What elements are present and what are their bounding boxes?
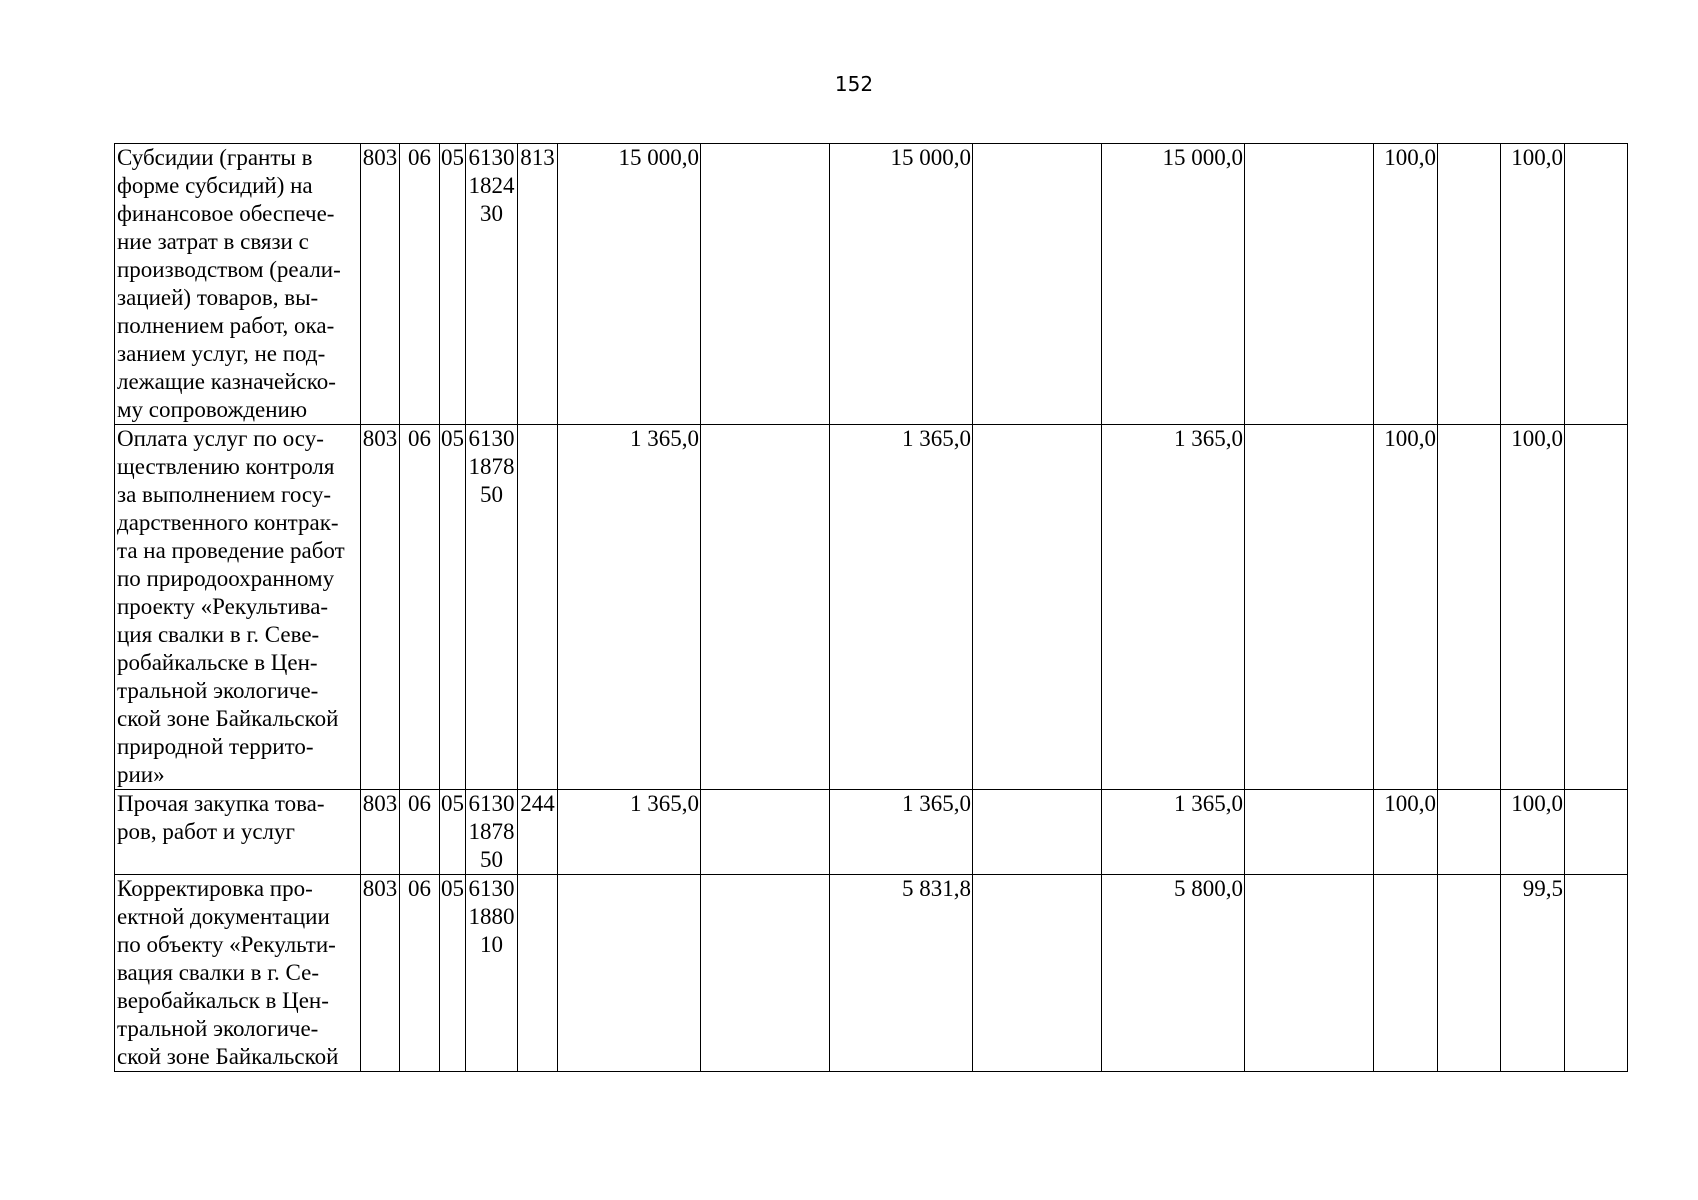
percent-cell-1 bbox=[1374, 875, 1438, 1072]
csr-code-line: 6130 bbox=[468, 145, 515, 170]
vr-code-cell: 813 bbox=[518, 144, 558, 425]
row-name-line: му сопровождению bbox=[117, 397, 308, 422]
empty-cell bbox=[1438, 425, 1501, 790]
row-name-line: за выполнением госу- bbox=[117, 482, 331, 507]
rz-code-cell: 06 bbox=[400, 790, 440, 875]
empty-cell bbox=[973, 144, 1102, 425]
csr-code-line: 1880 bbox=[468, 904, 515, 929]
row-name-line: ектной документации bbox=[117, 904, 330, 929]
csr-code-line: 50 bbox=[480, 847, 503, 872]
row-name-line: лежащие казначейско- bbox=[117, 369, 336, 394]
percent-cell-2: 100,0 bbox=[1501, 790, 1565, 875]
empty-cell bbox=[701, 875, 830, 1072]
empty-cell bbox=[1565, 144, 1628, 425]
percent-cell-1: 100,0 bbox=[1374, 790, 1438, 875]
row-name-line: та на проведение работ bbox=[117, 538, 345, 563]
row-name-line: робайкальске в Цен- bbox=[117, 650, 318, 675]
table-row bbox=[115, 875, 1628, 1072]
csr-code-cell bbox=[466, 144, 518, 425]
empty-cell bbox=[1438, 875, 1501, 1072]
empty-cell bbox=[973, 875, 1102, 1072]
empty-cell bbox=[1245, 144, 1374, 425]
ved-code-cell: 803 bbox=[361, 790, 400, 875]
empty-cell bbox=[1565, 875, 1628, 1072]
ved-code-cell: 803 bbox=[361, 144, 400, 425]
empty-cell bbox=[701, 425, 830, 790]
empty-cell bbox=[1438, 144, 1501, 425]
sum-cell-3: 1 365,0 bbox=[1102, 790, 1245, 875]
row-name-cell bbox=[115, 425, 361, 790]
row-name-line: Оплата услуг по осу- bbox=[117, 426, 324, 451]
row-name-line: полнением работ, ока- bbox=[117, 313, 335, 338]
row-name-line: дарственного контрак- bbox=[117, 510, 339, 535]
table-row bbox=[115, 425, 1628, 790]
empty-cell bbox=[973, 790, 1102, 875]
row-name-line: Корректировка про- bbox=[117, 876, 313, 901]
empty-cell bbox=[1565, 425, 1628, 790]
csr-code-line: 1824 bbox=[468, 173, 515, 198]
row-name-line: тральной экологиче- bbox=[117, 1016, 319, 1041]
pr-code-cell: 05 bbox=[440, 144, 466, 425]
row-name-line: ров, работ и услуг bbox=[117, 819, 295, 844]
empty-cell bbox=[701, 790, 830, 875]
ved-code-cell: 803 bbox=[361, 875, 400, 1072]
sum-cell-3: 15 000,0 bbox=[1102, 144, 1245, 425]
empty-cell bbox=[1565, 790, 1628, 875]
vr-code-cell bbox=[518, 425, 558, 790]
csr-code-cell bbox=[466, 425, 518, 790]
percent-cell-2: 100,0 bbox=[1501, 425, 1565, 790]
sum-cell-1: 1 365,0 bbox=[558, 790, 701, 875]
row-name-line: финансовое обеспече- bbox=[117, 201, 335, 226]
empty-cell bbox=[973, 425, 1102, 790]
empty-cell bbox=[1438, 790, 1501, 875]
sum-cell-1: 1 365,0 bbox=[558, 425, 701, 790]
row-name-line: рии» bbox=[117, 762, 165, 787]
row-name-line: ция свалки в г. Севе- bbox=[117, 622, 320, 647]
row-name-line: природной террито- bbox=[117, 734, 314, 759]
csr-code-cell bbox=[466, 790, 518, 875]
empty-cell bbox=[701, 144, 830, 425]
csr-code-line: 30 bbox=[480, 201, 503, 226]
csr-code-cell bbox=[466, 875, 518, 1072]
rz-code-cell: 06 bbox=[400, 875, 440, 1072]
row-name-line: производством (реали- bbox=[117, 257, 341, 282]
sum-cell-2: 1 365,0 bbox=[830, 425, 973, 790]
row-name-line: форме субсидий) на bbox=[117, 173, 313, 198]
row-name-line: занием услуг, не под- bbox=[117, 341, 326, 366]
row-name-line: ской зоне Байкальской bbox=[117, 1044, 339, 1069]
sum-cell-1 bbox=[558, 875, 701, 1072]
row-name-line: ществлению контроля bbox=[117, 454, 335, 479]
sum-cell-3: 1 365,0 bbox=[1102, 425, 1245, 790]
row-name-line: по объекту «Рекульти- bbox=[117, 932, 336, 957]
page-number: 152 bbox=[834, 72, 874, 96]
row-name-cell bbox=[115, 875, 361, 1072]
table-row bbox=[115, 144, 1628, 425]
csr-code-line: 6130 bbox=[468, 791, 515, 816]
empty-cell bbox=[1245, 790, 1374, 875]
row-name-cell bbox=[115, 790, 361, 875]
pr-code-cell: 05 bbox=[440, 875, 466, 1072]
csr-code-line: 1878 bbox=[468, 454, 515, 479]
csr-code-line: 10 bbox=[480, 932, 503, 957]
csr-code-line: 50 bbox=[480, 482, 503, 507]
vr-code-cell bbox=[518, 875, 558, 1072]
row-name-line: тральной экологиче- bbox=[117, 678, 319, 703]
csr-code-line: 1878 bbox=[468, 819, 515, 844]
row-name-line: Прочая закупка това- bbox=[117, 791, 325, 816]
row-name-line: вация свалки в г. Се- bbox=[117, 960, 320, 985]
empty-cell bbox=[1245, 425, 1374, 790]
sum-cell-2: 1 365,0 bbox=[830, 790, 973, 875]
pr-code-cell: 05 bbox=[440, 425, 466, 790]
row-name-line: веробайкальск в Цен- bbox=[117, 988, 329, 1013]
pr-code-cell: 05 bbox=[440, 790, 466, 875]
ved-code-cell: 803 bbox=[361, 425, 400, 790]
sum-cell-2: 5 831,8 bbox=[830, 875, 973, 1072]
csr-code-line: 6130 bbox=[468, 876, 515, 901]
percent-cell-2: 100,0 bbox=[1501, 144, 1565, 425]
row-name-line: по природоохранному bbox=[117, 566, 335, 591]
sum-cell-1: 15 000,0 bbox=[558, 144, 701, 425]
table-row bbox=[115, 790, 1628, 875]
budget-table bbox=[114, 143, 1628, 1072]
row-name-cell bbox=[115, 144, 361, 425]
sum-cell-3: 5 800,0 bbox=[1102, 875, 1245, 1072]
sum-cell-2: 15 000,0 bbox=[830, 144, 973, 425]
percent-cell-2: 99,5 bbox=[1501, 875, 1565, 1072]
percent-cell-1: 100,0 bbox=[1374, 425, 1438, 790]
row-name-line: ние затрат в связи с bbox=[117, 229, 309, 254]
vr-code-cell: 244 bbox=[518, 790, 558, 875]
row-name-line: Субсидии (гранты в bbox=[117, 145, 313, 170]
row-name-line: ской зоне Байкальской bbox=[117, 706, 339, 731]
empty-cell bbox=[1245, 875, 1374, 1072]
rz-code-cell: 06 bbox=[400, 425, 440, 790]
rz-code-cell: 06 bbox=[400, 144, 440, 425]
percent-cell-1: 100,0 bbox=[1374, 144, 1438, 425]
row-name-line: зацией) товаров, вы- bbox=[117, 285, 319, 310]
csr-code-line: 6130 bbox=[468, 426, 515, 451]
row-name-line: проекту «Рекультива- bbox=[117, 594, 329, 619]
